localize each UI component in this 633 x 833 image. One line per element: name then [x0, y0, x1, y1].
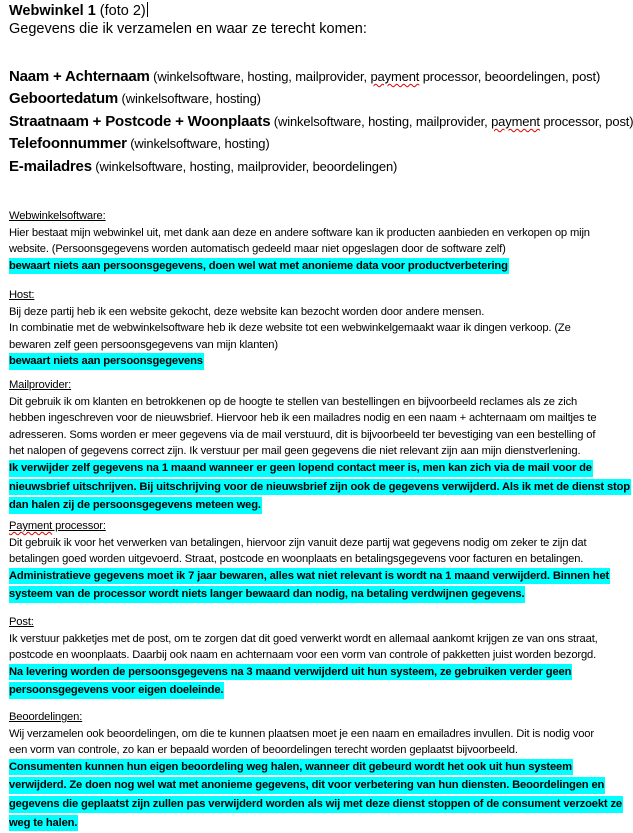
section-body-line: Dit gebruik ik om klanten en betrokkenen op de hoogte te stellen van bestellingen en bijvoorbeeld reclames als ze zich	[9, 395, 578, 408]
data-item	[9, 88, 633, 110]
section-heading: Webwinkelsoftware:	[9, 210, 106, 222]
section-body-line: In combinatie met de webwinkelsoftware heb ik deze website tot een webwinkelgemaakt waar ik dingen verkoop. (Ze	[9, 322, 571, 335]
spellcheck-flagged-word[interactable]: Payment	[9, 520, 53, 532]
title-bold: Webwinkel 1	[9, 3, 96, 19]
section-body-line: betalingen goed worden uitgevoerd. Straat, postcode en woonplaats en betalingsgegevens voor facturen en betalingen.	[9, 553, 584, 566]
section-body-line: een vorm van controle, zo kan er bepaald worden of beoordelingen terecht worden geplaatst bijvoorbeeld.	[9, 744, 518, 757]
data-item-label: Telefoonnummer	[9, 135, 127, 153]
section-host	[9, 287, 619, 372]
section-payment-processor	[9, 518, 619, 605]
data-item-destinations-rest: processor, beoordelingen, post)	[419, 69, 601, 84]
highlighted-retention-note: persoonsgegevens voor eigen doeleinde.	[9, 682, 224, 699]
data-item-destinations: (winkelsoftware, hosting, mailprovider,	[270, 113, 492, 129]
data-item	[9, 111, 633, 133]
highlighted-retention-note: Na levering worden de persoonsgegevens na 3 maand verwijderd uit hun systeem, ze gebruiken verder geen	[9, 664, 572, 681]
section-body-line: postcode en woonplaats. Daarbij ook naam en achternaam voor een vorm van controle of pakketten juist worden bezorgd.	[9, 649, 597, 662]
highlighted-retention-note: Administratieve gegevens moet ik 7 jaar bewaren, alles wat niet relevant is wordt na 1 maand verwijderd. Binnen het	[9, 568, 610, 585]
section-body-line: Dit gebruik ik voor het verwerken van betalingen, hiervoor zijn vanuit deze partij wat gegevens nodig om zeker te zijn dat	[9, 536, 587, 549]
data-item-label: Geboortedatum	[9, 90, 119, 108]
title-suffix: (foto 2)	[95, 3, 146, 19]
section-mailprovider	[9, 377, 630, 516]
highlighted-retention-note: dan halen zij de persoonsgegevens meteen weg.	[9, 497, 262, 514]
highlighted-retention-note: verwijderd. Ze doen nog wel wat met anonieme gegevens, dit voor verbetering van hun diensten. Beoordelingen en	[9, 777, 605, 794]
data-item-destinations-rest: processor, post)	[539, 113, 633, 129]
highlighted-retention-note: Ik verwijder zelf gegevens na 1 maand wanneer er geen lopend contact meer is, men kan zich via de mail voor de	[9, 460, 593, 477]
data-item	[9, 156, 633, 178]
data-item-destinations: (winkelsoftware, hosting, mailprovider,	[149, 69, 371, 84]
section-heading: Payment processor:	[9, 520, 106, 532]
section-body-line: Wij verzamelen ook beoordelingen, om die te kunnen plaatsen moet je een naam en emailadres invullen. Dit is nodig voor	[9, 727, 594, 740]
section-heading: Host:	[9, 289, 35, 301]
highlighted-retention-note: bewaart niets aan persoonsgegevens, doen wel wat met anonieme data voor productverbetering	[9, 258, 509, 275]
data-item-destinations: (winkelsoftware, hosting, mailprovider, beoordelingen)	[91, 158, 398, 174]
section-heading: Post:	[9, 616, 34, 628]
section-body-line: bewaren zelf geen persoonsgegevens van mijn klanten)	[9, 338, 278, 351]
section-body-line: Bij deze partij heb ik een website gekocht, deze website kan bezocht worden door andere mensen.	[9, 305, 485, 318]
data-item-label: E-mailadres	[9, 157, 92, 175]
section-webwinkelsoftware	[9, 208, 619, 276]
data-items-list	[9, 66, 633, 178]
highlighted-retention-note: systeem van de processor wordt niets langer bewaard dan nodig, na betaling verdwijnen gegevens.	[9, 586, 525, 603]
section-heading: Beoordelingen:	[9, 711, 83, 723]
section-body-line: Ik verstuur pakketjes met de post, om te zorgen dat dit goed verwerkt wordt en allemaal aankomt krijgen ze van ons straat,	[9, 632, 598, 645]
section-heading: Mailprovider:	[9, 379, 72, 391]
data-item-destinations: (winkelsoftware, hosting)	[126, 136, 270, 152]
highlighted-retention-note: weg te halen.	[9, 815, 78, 832]
highlighted-retention-note: Consumenten kunnen hun eigen beoordeling weg halen, wanneer dit gebeurd wordt het ook uit hun systeem	[9, 759, 573, 776]
highlighted-retention-note: gegevens die geplaatst zijn zullen pas verwijderd worden als wij met deze dienst stoppen of de consument verzoekt ze	[9, 796, 623, 813]
section-body-line: Hier bestaat mijn webwinkel uit, met dank aan deze en andere software kan ik producten aanbieden en verkopen op mijn	[9, 226, 590, 239]
intro-text: Gegevens die ik verzamelen en waar ze terecht komen:	[9, 21, 367, 37]
section-body-line: hebben ingeschreven voor de nieuwsbrief. Hiervoor heb ik een mailadres nodig en een naam + achternaam om mailtjes te	[9, 412, 597, 425]
document-title	[9, 2, 148, 20]
section-body-line: het nalopen of gegevens correct zijn. Ik verstuur per mail geen gegevens die niet relevant zijn aan mijn dienstverlening.	[9, 445, 581, 458]
spellcheck-flagged-word[interactable]: payment	[491, 113, 540, 129]
highlighted-retention-note: bewaart niets aan persoonsgegevens	[9, 353, 204, 370]
section-body-line: adresseren. Soms worden er meer gegevens via de mail verstuurd, dit is bijvoorbeeld ter bevestiging van een bestelling of	[9, 428, 596, 441]
section-post	[9, 614, 619, 701]
data-item-destinations: (winkelsoftware, hosting)	[118, 91, 261, 107]
text-cursor	[147, 2, 148, 17]
section-body-line: website. (Persoonsgegevens worden automatisch gedeeld maar niet opgeslagen door de software zelf)	[9, 243, 506, 256]
highlighted-retention-note: nieuwsbrief uitschrijven. Bij uitschrijving voor de nieuwsbrief zijn ook de gegevens verwijderd. Als ik met de dienst stop	[9, 479, 631, 496]
data-item	[9, 133, 633, 155]
section-beoordelingen	[9, 709, 622, 833]
spellcheck-flagged-word[interactable]: payment	[370, 69, 420, 84]
data-item-label: Straatnaam + Postcode + Woonplaats	[9, 112, 271, 130]
data-item-label: Naam + Achternaam	[9, 68, 150, 85]
data-item	[9, 66, 633, 88]
